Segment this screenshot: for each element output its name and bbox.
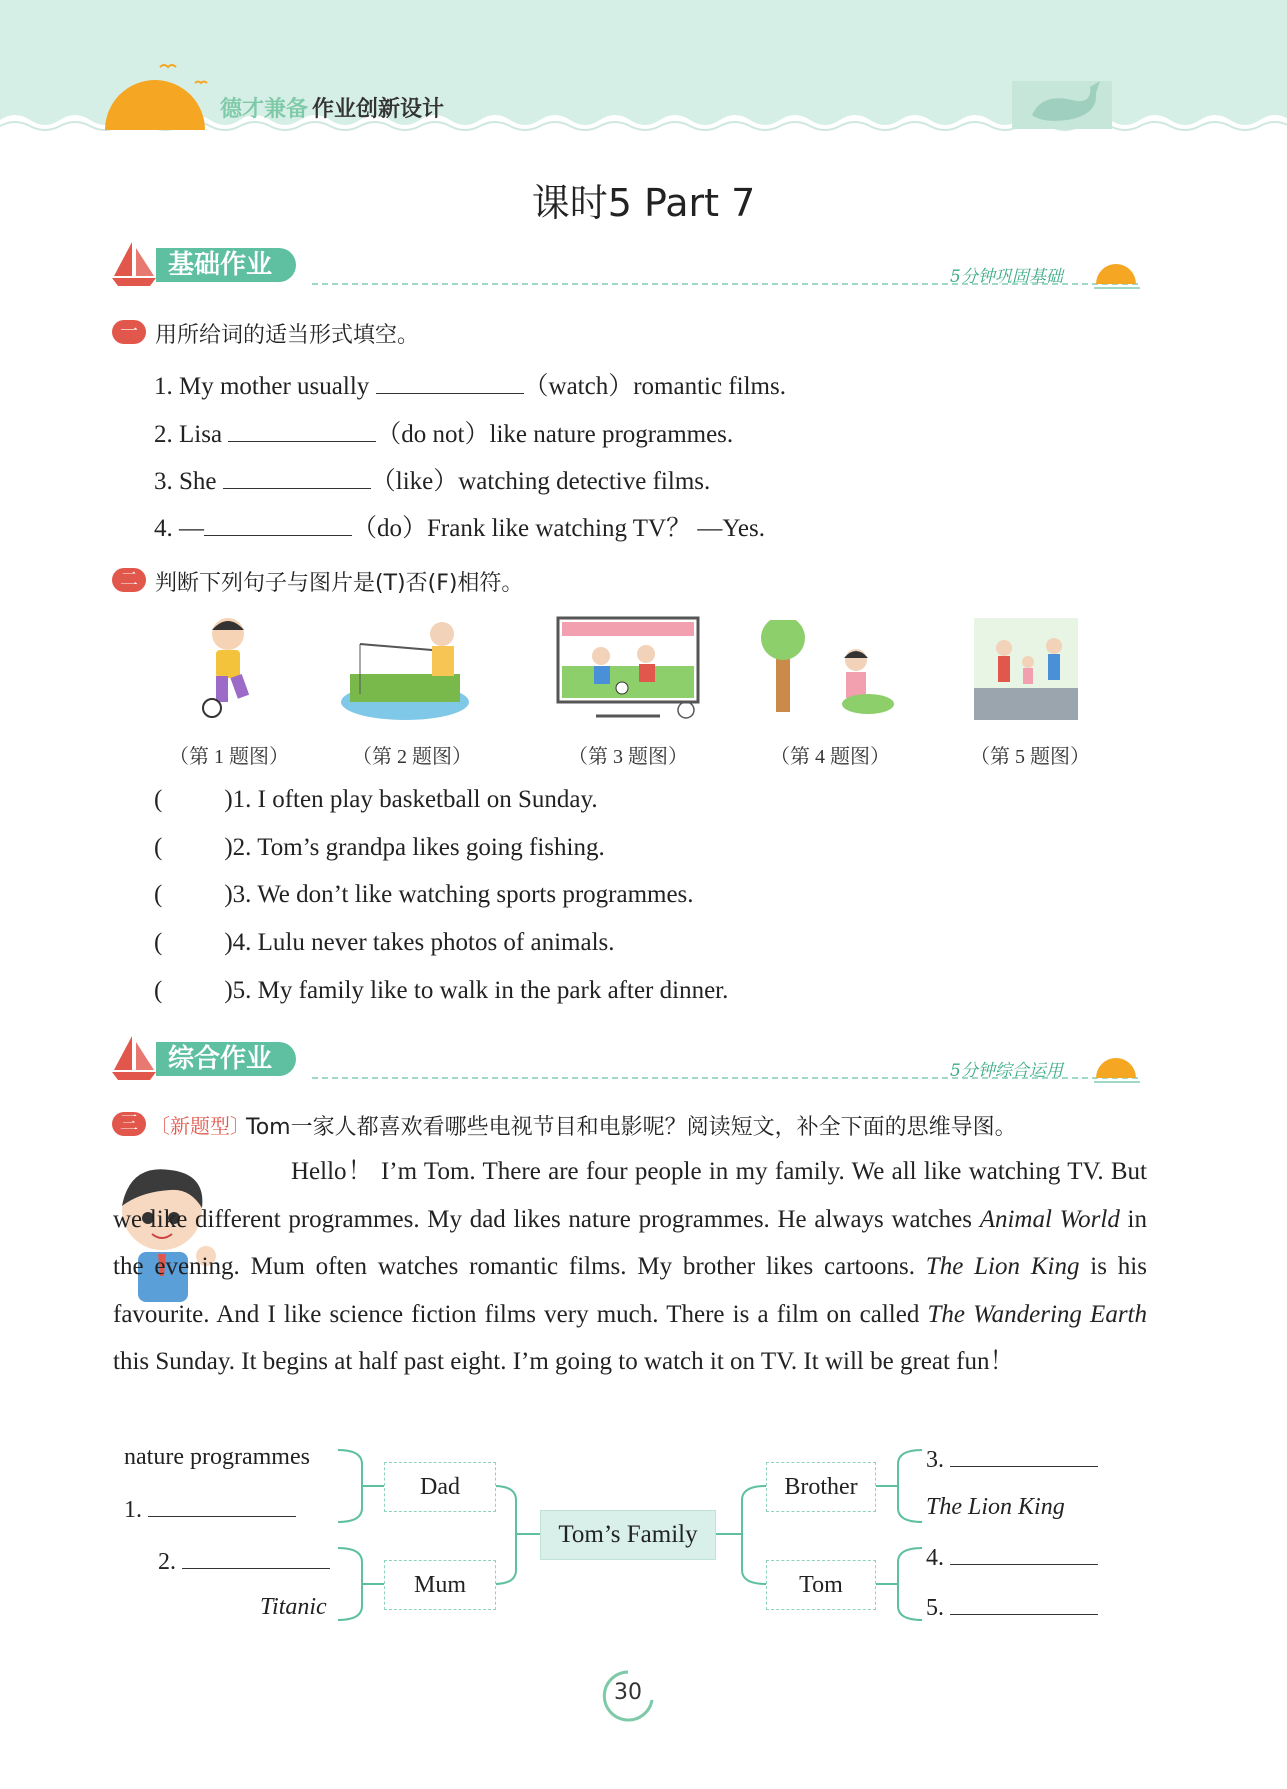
page-title: 课时5 Part 7 bbox=[531, 181, 756, 225]
boy-football-illustration bbox=[190, 612, 270, 722]
q2-item-4-open[interactable]: ( bbox=[154, 929, 163, 956]
q2-item-3-open[interactable]: ( bbox=[154, 881, 163, 908]
q1-item-1-blank[interactable] bbox=[376, 371, 524, 394]
sailboat-icon-2 bbox=[110, 1034, 158, 1080]
tom-item-5-blank[interactable] bbox=[950, 1592, 1098, 1615]
mindmap-mum: Mum bbox=[384, 1560, 496, 1610]
brother-item-3-num: 3. bbox=[926, 1447, 944, 1473]
dad-item-nature: nature programmes bbox=[124, 1444, 310, 1470]
passage-title-lion-king: The Lion King bbox=[925, 1253, 1080, 1280]
mum-item-2 bbox=[158, 1546, 330, 1576]
q3-number: 三 bbox=[112, 1112, 146, 1136]
q1-item-1-post: （watch）romantic films. bbox=[523, 373, 786, 400]
q2-item-2-open[interactable]: ( bbox=[154, 834, 163, 861]
caption-5: （第 5 题图） bbox=[970, 746, 1090, 768]
q1-item-4-pre: 4. — bbox=[154, 515, 204, 542]
dad-item-1-num: 1. bbox=[124, 1497, 142, 1523]
mum-item-titanic: Titanic bbox=[260, 1594, 327, 1620]
q1-item-3-blank[interactable] bbox=[223, 466, 371, 489]
q1-number: 一 bbox=[112, 320, 146, 344]
passage-title-animal-world: Animal World bbox=[979, 1205, 1120, 1233]
tom-item-4 bbox=[926, 1542, 1098, 1572]
sun-icon bbox=[100, 55, 210, 135]
mum-item-2-num: 2. bbox=[158, 1549, 176, 1575]
q2-instruction: 判断下列句子与图片是(T)否(F)相符。 bbox=[155, 571, 524, 596]
tom-item-4-blank[interactable] bbox=[950, 1542, 1098, 1565]
dad-item-1 bbox=[124, 1494, 296, 1524]
q2-item-3-text: 3. We don’t like watching sports programmes. bbox=[232, 881, 694, 908]
q1-item-2-post: （do not）like nature programmes. bbox=[376, 421, 734, 448]
q1-item-2-pre: 2. Lisa bbox=[154, 421, 229, 448]
q2-item-3-close: ) bbox=[224, 881, 233, 908]
q3-instruction: Tom一家人都喜欢看哪些电视节目和电影呢？阅读短文，补全下面的思维导图。 bbox=[246, 1115, 1017, 1140]
tom-item-4-num: 4. bbox=[926, 1545, 944, 1571]
mindmap-tom: Tom bbox=[766, 1560, 876, 1610]
q3-tag: 〔新题型〕 bbox=[150, 1114, 250, 1138]
whale-icon bbox=[1012, 75, 1112, 130]
grandpa-fishing-illustration bbox=[340, 614, 470, 722]
q2-item-4 bbox=[154, 929, 615, 957]
brother-item-3-blank[interactable] bbox=[950, 1444, 1098, 1467]
q2-item-1 bbox=[154, 786, 598, 814]
q1-instruction: 用所给词的适当形式填空。 bbox=[155, 323, 420, 348]
q2-item-1-close: ) bbox=[224, 786, 233, 813]
q2-item-4-close: ) bbox=[224, 929, 233, 956]
q1-item-4-post: （do）Frank like watching TV？ —Yes. bbox=[352, 515, 765, 542]
q2-item-5-text: 5. My family like to walk in the park after dinner. bbox=[232, 977, 729, 1004]
q1-item-1 bbox=[154, 366, 786, 402]
passage-part-3: is his favourite. And I like science fiction films very much. There is a film on called bbox=[113, 1253, 1147, 1328]
girl-camera-illustration bbox=[756, 620, 896, 720]
passage-part-4: this Sunday. It begins at half past eight. I’m going to watch it on TV. It will be great fun！ bbox=[113, 1348, 1015, 1375]
passage-part-2: in the evening. Mum often watches romantic films. My brother likes cartoons. bbox=[113, 1205, 1147, 1280]
section2-tag: 综合作业 bbox=[156, 1042, 296, 1076]
mindmap-dad: Dad bbox=[384, 1462, 496, 1512]
q1-item-2 bbox=[154, 414, 733, 450]
q1-item-2-blank[interactable] bbox=[228, 419, 376, 442]
sailboat-icon bbox=[110, 240, 158, 286]
caption-1: （第 1 题图） bbox=[169, 746, 289, 768]
q1-item-3 bbox=[154, 461, 710, 497]
dad-item-1-blank[interactable] bbox=[148, 1494, 296, 1517]
q2-item-4-text: 4. Lulu never takes photos of animals. bbox=[232, 929, 615, 956]
mum-item-2-blank[interactable] bbox=[182, 1546, 330, 1569]
q2-item-2-text: 2. Tom’s grandpa likes going fishing. bbox=[232, 834, 605, 861]
caption-3: （第 3 题图） bbox=[568, 746, 688, 768]
q2-item-2-close: ) bbox=[224, 834, 233, 861]
family-walk-illustration bbox=[974, 618, 1078, 720]
page-number: 30 bbox=[614, 1680, 642, 1705]
q2-item-3 bbox=[154, 881, 694, 909]
brand-green: 德才兼备 bbox=[220, 97, 309, 122]
tv-football-illustration bbox=[556, 616, 702, 720]
sun-small-icon bbox=[1092, 254, 1144, 294]
q1-item-1-pre: 1. My mother usually bbox=[154, 373, 376, 400]
section2-note: 5分钟综合运用 bbox=[950, 1061, 1063, 1081]
section1-note: 5分钟巩固基础 bbox=[950, 267, 1063, 287]
q2-item-5 bbox=[154, 977, 728, 1005]
q2-item-2 bbox=[154, 834, 605, 862]
q2-item-1-text: 1. I often play basketball on Sunday. bbox=[232, 786, 598, 813]
passage-title-wandering-earth: The Wandering Earth bbox=[927, 1300, 1147, 1328]
tom-item-5-num: 5. bbox=[926, 1595, 944, 1621]
q2-item-1-open[interactable]: ( bbox=[154, 786, 163, 813]
tom-item-5 bbox=[926, 1592, 1098, 1622]
q1-item-4-blank[interactable] bbox=[204, 513, 352, 536]
q2-item-5-open[interactable]: ( bbox=[154, 977, 163, 1004]
reading-passage bbox=[113, 1148, 1147, 1386]
mindmap-center: Tom’s Family bbox=[540, 1510, 716, 1560]
mindmap-brother: Brother bbox=[766, 1462, 876, 1512]
q2-item-5-close: ) bbox=[224, 977, 233, 1004]
brother-item-lion-king: The Lion King bbox=[926, 1494, 1065, 1520]
q2-number: 二 bbox=[112, 568, 146, 592]
caption-4: （第 4 题图） bbox=[770, 746, 890, 768]
q1-item-3-pre: 3. She bbox=[154, 468, 223, 495]
section1-tag: 基础作业 bbox=[156, 248, 296, 282]
passage-part-1: Hello！ I’m Tom. There are four people in my family. We all like watching TV. But we like different programmes. My dad likes nature programmes. He always watches bbox=[113, 1158, 1147, 1233]
caption-2: （第 2 题图） bbox=[352, 746, 472, 768]
sun-small-icon-2 bbox=[1092, 1048, 1144, 1088]
brother-item-3 bbox=[926, 1444, 1098, 1474]
q1-item-4 bbox=[154, 508, 765, 544]
q1-item-3-post: （like）watching detective films. bbox=[370, 468, 711, 495]
brand-dark: 作业创新设计 bbox=[312, 97, 445, 122]
